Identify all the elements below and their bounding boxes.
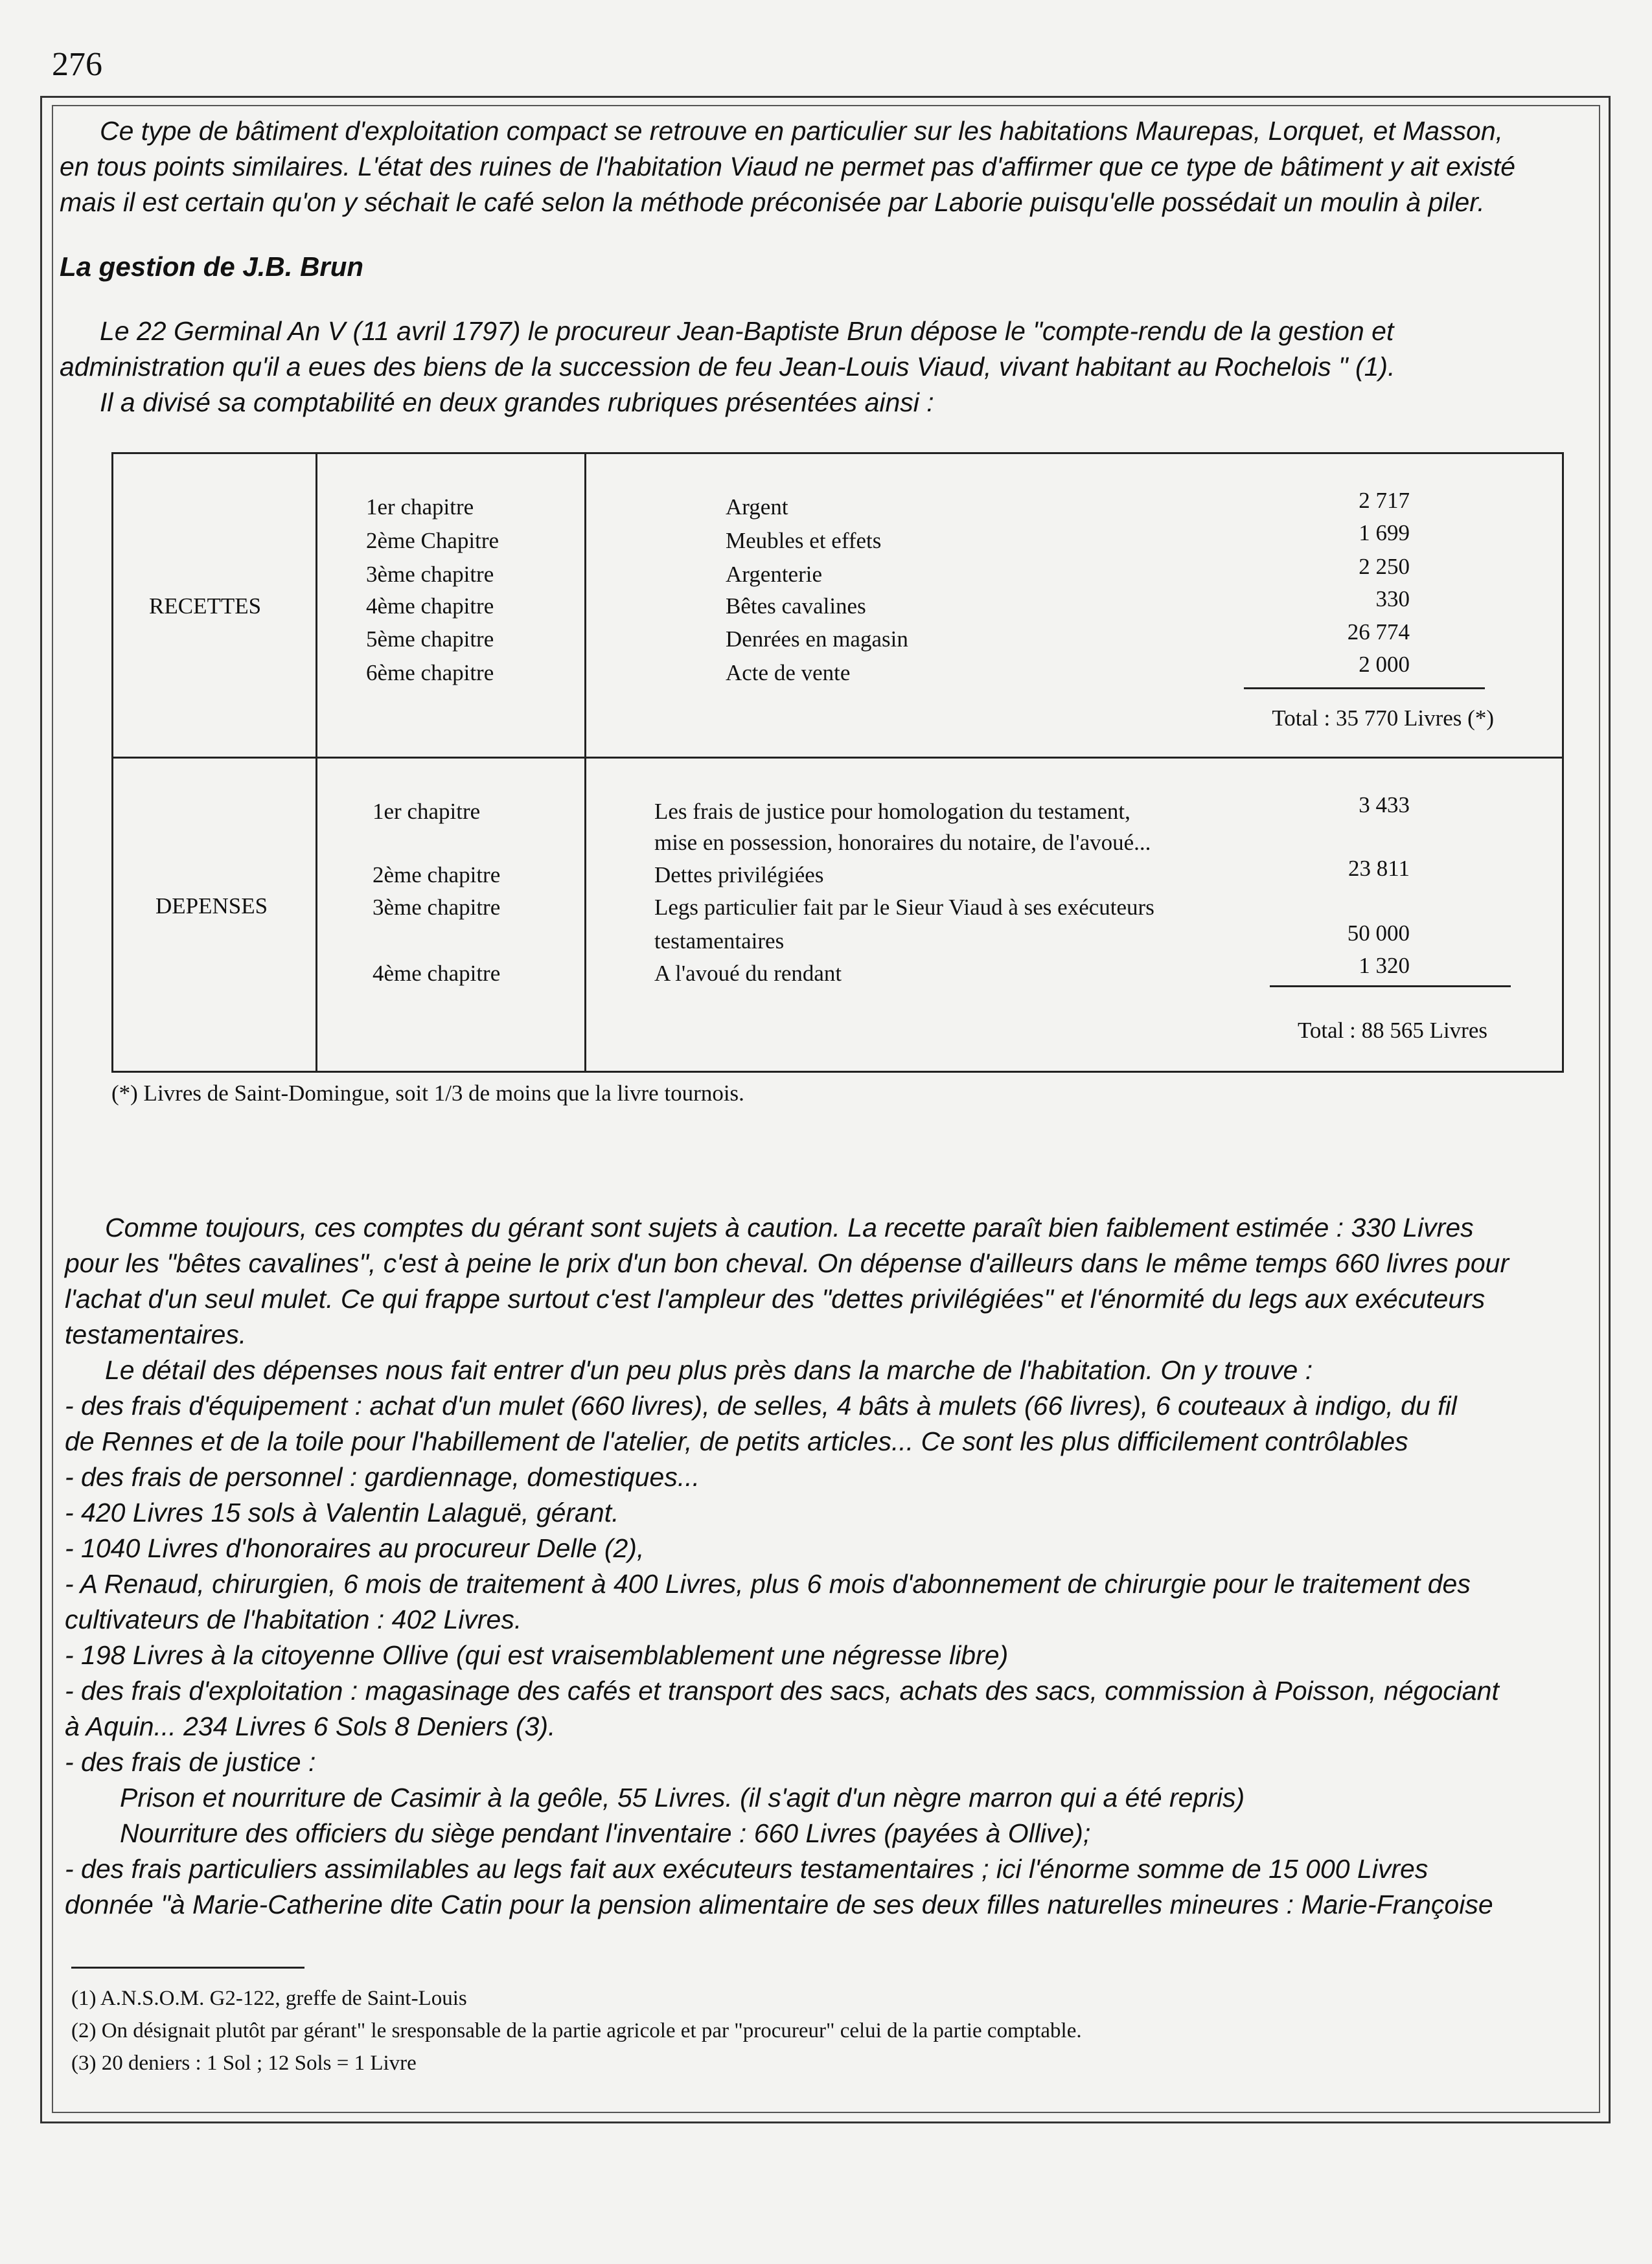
depenses-chapter: 2ème chapitre bbox=[373, 862, 501, 887]
accounts-table bbox=[111, 452, 1564, 1073]
recettes-amount: 2 717 bbox=[1359, 488, 1410, 513]
para2-line: Le 22 Germinal An V (11 avril 1797) le procureur Jean-Baptiste Brun dépose le "compte-rendu de la gestion et bbox=[100, 316, 1394, 346]
footnote: (3) 20 deniers : 1 Sol ; 12 Sols = 1 Livre bbox=[71, 2052, 417, 2075]
page-number: 276 bbox=[52, 46, 102, 83]
recettes-amount: 2 000 bbox=[1359, 652, 1410, 677]
para4-line: - des frais de personnel : gardiennage, domestiques... bbox=[65, 1462, 700, 1492]
depenses-label: DEPENSES bbox=[155, 893, 268, 919]
depenses-amount: 3 433 bbox=[1359, 792, 1410, 818]
para4-line: Prison et nourriture de Casimir à la geôle, 55 Livres. (il s'agit d'un nègre marron qui a été repris) bbox=[120, 1783, 1245, 1812]
para4-line: Nourriture des officiers du siège pendant l'inventaire : 660 Livres (payées à Ollive); bbox=[120, 1818, 1091, 1848]
depenses-chapter: 3ème chapitre bbox=[373, 895, 501, 920]
para4-line: - 198 Livres à la citoyenne Ollive (qui est vraisemblablement une négresse libre) bbox=[65, 1640, 1009, 1670]
depenses-section bbox=[113, 759, 1562, 1073]
recettes-item: Argenterie bbox=[726, 562, 823, 587]
depenses-amount: 23 811 bbox=[1348, 856, 1410, 881]
recettes-item: Bêtes cavalines bbox=[726, 593, 866, 619]
depenses-chapter: 4ème chapitre bbox=[373, 961, 501, 986]
depenses-sum-rule bbox=[1270, 985, 1511, 987]
para4-line: cultivateurs de l'habitation : 402 Livres. bbox=[65, 1605, 522, 1634]
depenses-amount: 50 000 bbox=[1347, 920, 1410, 946]
recettes-amount: 2 250 bbox=[1359, 554, 1410, 579]
para4-line: - 420 Livres 15 sols à Valentin Lalaguë, gérant. bbox=[65, 1498, 619, 1527]
footnote-rule bbox=[71, 1967, 304, 1969]
depenses-chapter: 1er chapitre bbox=[373, 799, 481, 824]
para2-line: administration qu'il a eues des biens de la succession de feu Jean-Louis Viaud, vivant habitant au Rochelois " (1). bbox=[60, 352, 1395, 382]
footnotes bbox=[71, 1982, 1082, 2079]
section-heading: La gestion de J.B. Brun bbox=[60, 251, 364, 282]
recettes-amount: 26 774 bbox=[1347, 619, 1410, 645]
para4-line: - des frais d'exploitation : magasinage des cafés et transport des sacs, achats des sacs, commission à Poisson, négociant bbox=[65, 1676, 1499, 1706]
recettes-chapter: 1er chapitre bbox=[366, 494, 474, 520]
para4-line: - 1040 Livres d'honoraires au procureur Delle (2), bbox=[65, 1533, 645, 1563]
para3-line: testamentaires. bbox=[65, 1320, 247, 1349]
table-note: (*) Livres de Saint-Domingue, soit 1/3 de moins que la livre tournois. bbox=[111, 1081, 744, 1106]
recettes-total: Total : 35 770 Livres (*) bbox=[1272, 705, 1494, 731]
depenses-item: Dettes privilégiées bbox=[654, 862, 824, 887]
para4-line: - des frais d'équipement : achat d'un mulet (660 livres), de selles, 4 bâts à mulets (66 livres), 6 couteaux à indigo, du fil bbox=[65, 1391, 1457, 1421]
para4-line: Le détail des dépenses nous fait entrer d'un peu plus près dans la marche de l'habitation. On y trouve : bbox=[105, 1355, 1313, 1385]
para3-line: Comme toujours, ces comptes du gérant sont sujets à caution. La recette paraît bien faiblement estimée : 330 Livres bbox=[105, 1213, 1474, 1242]
recettes-item: Argent bbox=[726, 494, 788, 520]
para2-line: Il a divisé sa comptabilité en deux grandes rubriques présentées ainsi : bbox=[100, 387, 934, 417]
para4-line: donnée "à Marie-Catherine dite Catin pour la pension alimentaire de ses deux filles naturelles mineures : Marie-Françoise bbox=[65, 1890, 1493, 1919]
intro-line: mais il est certain qu'on y séchait le café selon la méthode préconisée par Laborie puisqu'elle possédait un moulin à piler. bbox=[60, 187, 1485, 217]
depenses-item: Legs particulier fait par le Sieur Viaud à ses exécuteurs bbox=[654, 895, 1154, 920]
depenses-item: mise en possession, honoraires du notaire, de l'avoué... bbox=[654, 830, 1151, 855]
recettes-chapter: 2ème Chapitre bbox=[366, 528, 499, 553]
depenses-total: Total : 88 565 Livres bbox=[1297, 1018, 1487, 1043]
depenses-item: Les frais de justice pour homologation du testament, bbox=[654, 799, 1130, 824]
depenses-item: testamentaires bbox=[654, 928, 785, 954]
recettes-item: Acte de vente bbox=[726, 660, 851, 685]
recettes-chapter: 3ème chapitre bbox=[366, 562, 494, 587]
para4-line: de Rennes et de la toile pour l'habillement de l'atelier, de petits articles... Ce sont les plus difficilement contrôlables bbox=[65, 1426, 1408, 1456]
para4-line: - des frais de justice : bbox=[65, 1747, 316, 1777]
intro-line: Ce type de bâtiment d'exploitation compact se retrouve en particulier sur les habitations Maurepas, Lorquet, et Masson, bbox=[100, 116, 1504, 146]
recettes-amount: 330 bbox=[1375, 586, 1410, 612]
recettes-label: RECETTES bbox=[149, 593, 262, 619]
para4-line: - A Renaud, chirurgien, 6 mois de traitement à 400 Livres, plus 6 mois d'abonnement de chirurgie pour le traitement des bbox=[65, 1569, 1471, 1599]
para3-line: pour les "bêtes cavalines", c'est à peine le prix d'un bon cheval. On dépense d'ailleurs dans le même temps 660 livres pour bbox=[65, 1248, 1509, 1278]
recettes-sum-rule bbox=[1244, 687, 1485, 689]
footnote: (1) A.N.S.O.M. G2-122, greffe de Saint-Louis bbox=[71, 1987, 467, 2010]
depenses-item: A l'avoué du rendant bbox=[654, 961, 842, 986]
recettes-item: Meubles et effets bbox=[726, 528, 882, 553]
analysis-section bbox=[65, 1210, 1607, 1923]
recettes-item: Denrées en magasin bbox=[726, 626, 908, 652]
recettes-section bbox=[113, 454, 1562, 757]
para4-line: - des frais particuliers assimilables au legs fait aux exécuteurs testamentaires ; ici l'énorme somme de 15 000 Livres bbox=[65, 1854, 1428, 1884]
recettes-chapter: 4ème chapitre bbox=[366, 593, 494, 619]
recettes-amount: 1 699 bbox=[1359, 520, 1410, 545]
para3-line: l'achat d'un seul mulet. Ce qui frappe surtout c'est l'ampleur des "dettes privilégiées" et l'énormité du legs aux exécuteurs bbox=[65, 1284, 1486, 1314]
depenses-amount: 1 320 bbox=[1359, 953, 1410, 978]
para4-line: à Aquin... 234 Livres 6 Sols 8 Deniers (3). bbox=[65, 1711, 556, 1741]
intro-line: en tous points similaires. L'état des ruines de l'habitation Viaud ne permet pas d'affirmer que ce type de bâtiment y ait existé bbox=[60, 152, 1516, 181]
recettes-chapter: 5ème chapitre bbox=[366, 626, 494, 652]
intro-section bbox=[60, 113, 1601, 420]
footnote: (2) On désignait plutôt par gérant" le sresponsable de la partie agricole et par "procureur" celui de la partie comptable. bbox=[71, 2019, 1082, 2042]
recettes-chapter: 6ème chapitre bbox=[366, 660, 494, 685]
